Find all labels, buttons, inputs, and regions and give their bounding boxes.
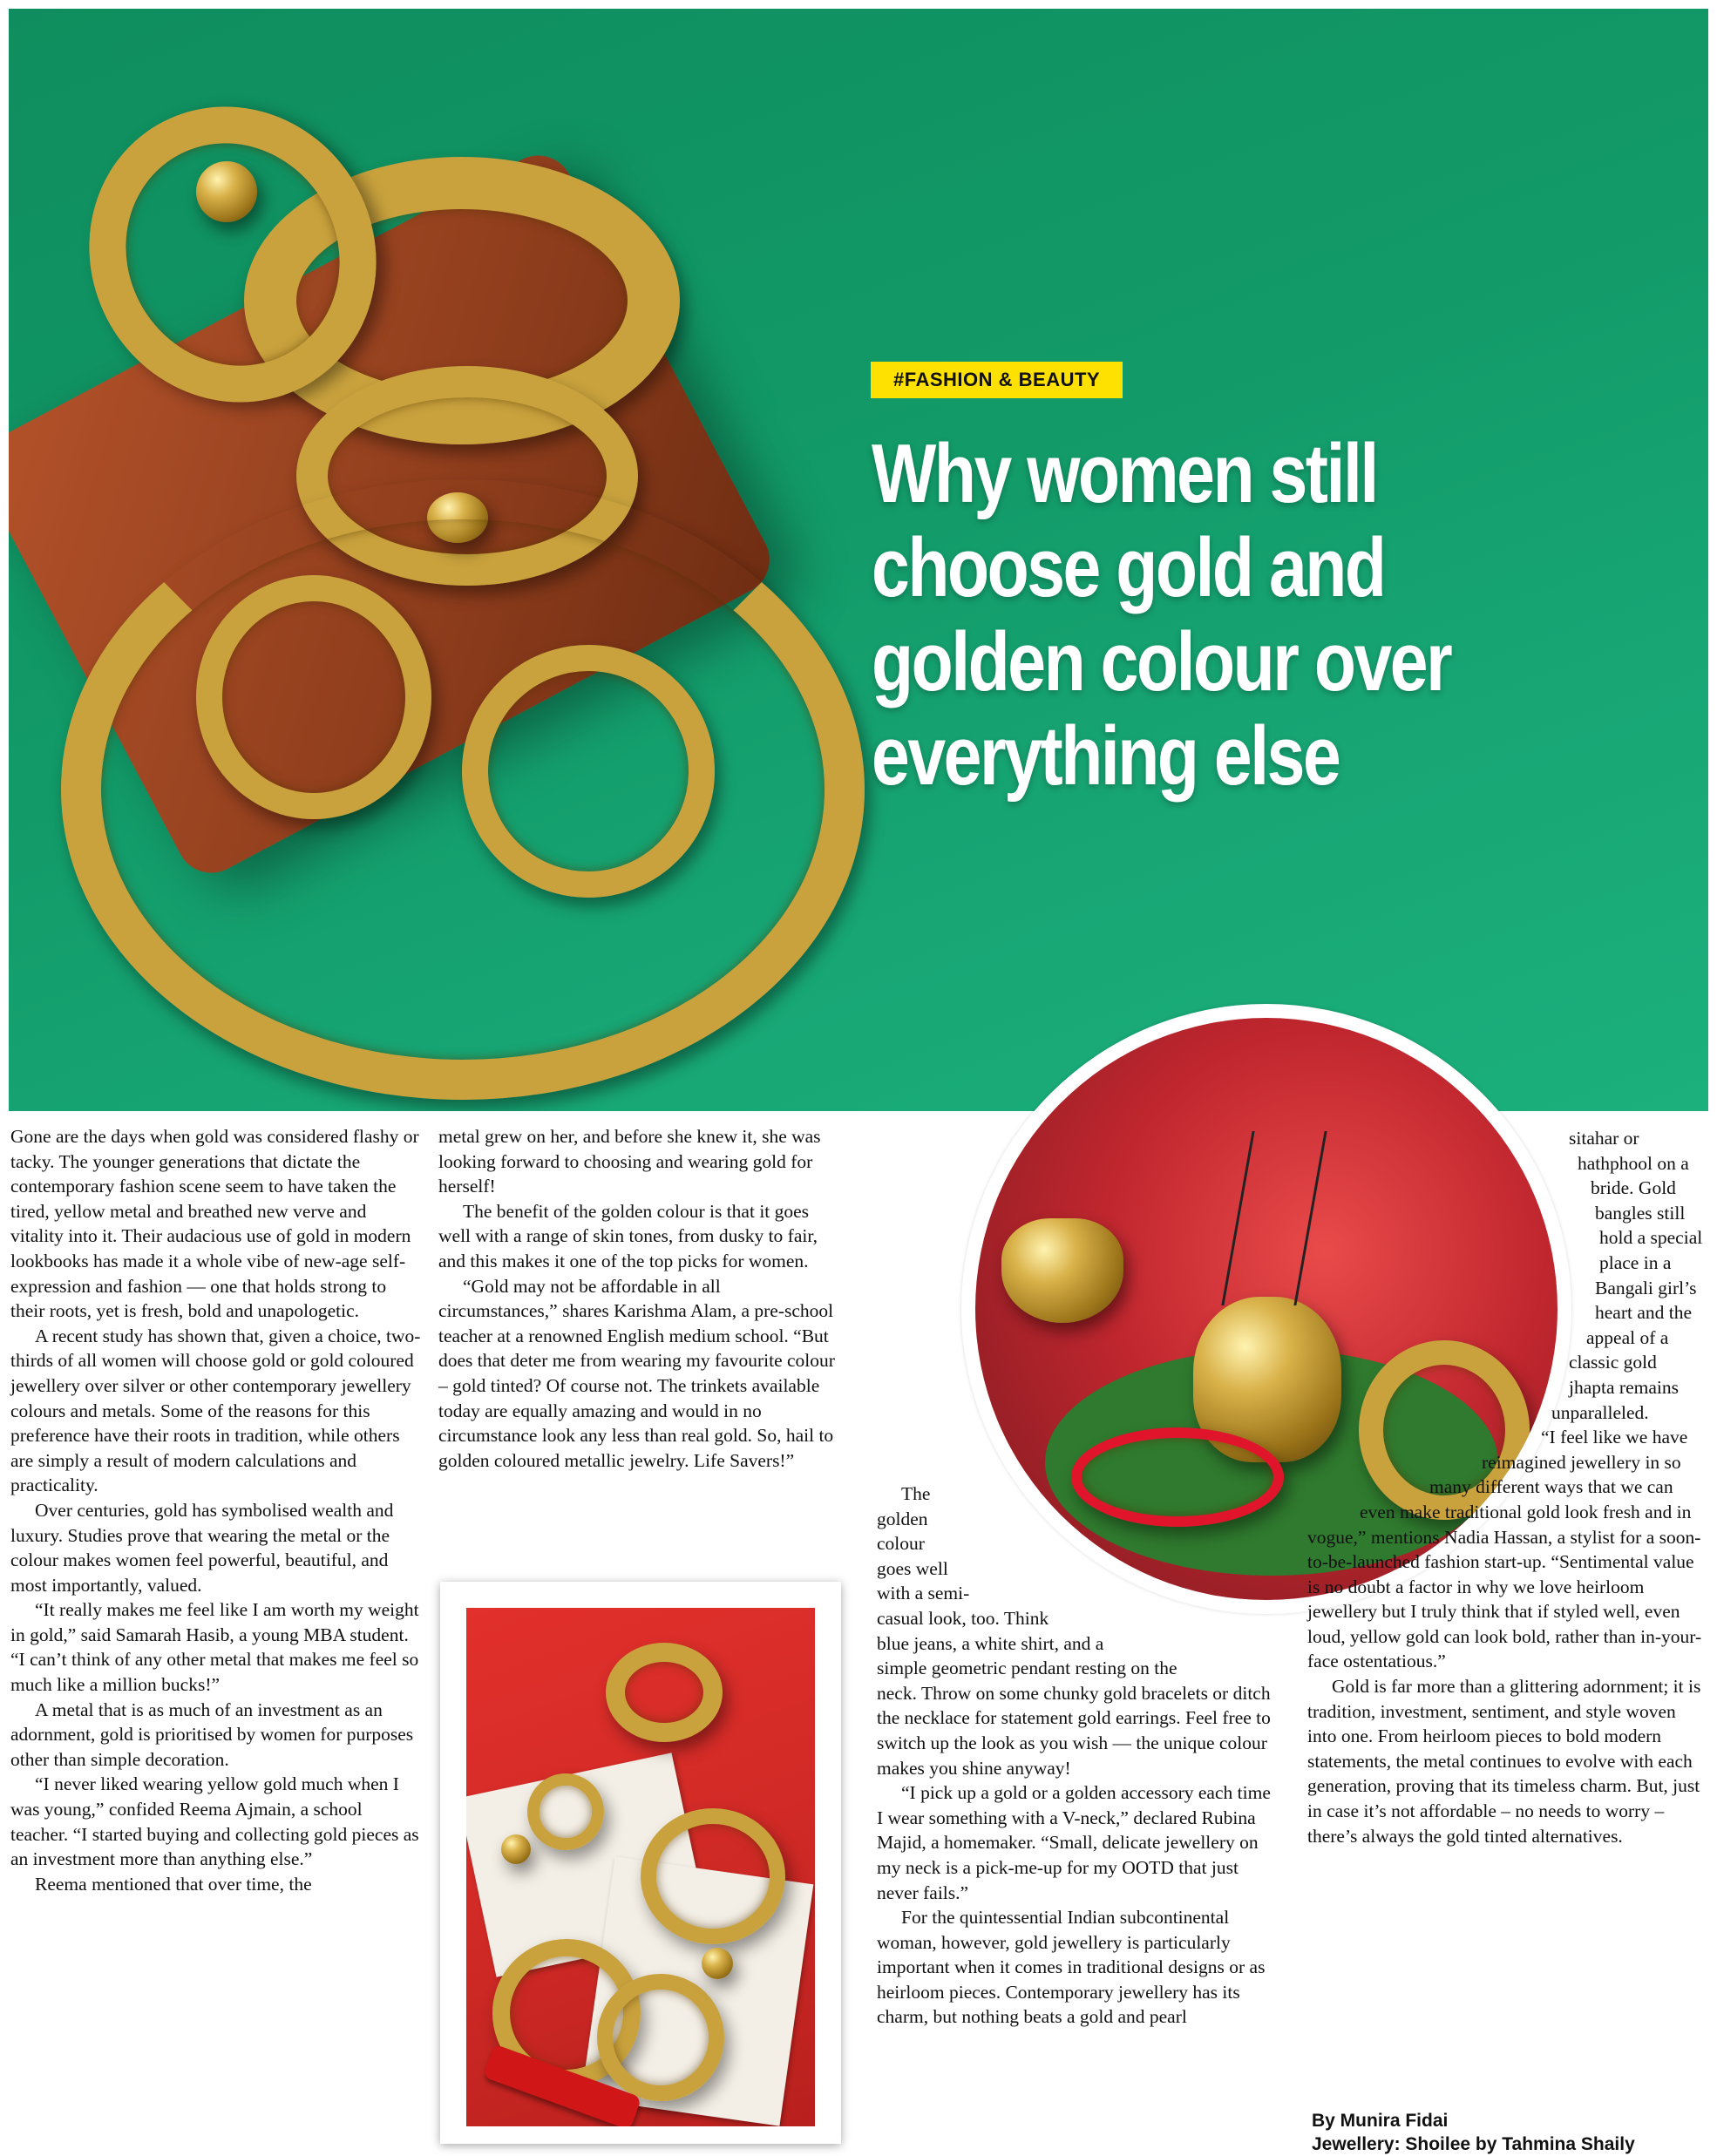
- circle-wrap-spacer: [1307, 1176, 1591, 1202]
- circle-wrap-spacer: [1307, 1379, 1551, 1404]
- article-column-3: [877, 1481, 1273, 2030]
- circle-wrap-spacer: [1195, 1637, 1273, 1661]
- jewellery-piece: [702, 1948, 733, 1979]
- circle-wrap-spacer: [1307, 1252, 1595, 1278]
- circle-wrap-spacer: [1307, 1429, 1482, 1454]
- paragraph: The golden colour goes well with a semi-casual look, too. Think blue jeans, a white shirt, and a simple geometric pendant resting on the neck. Throw on some chunky gold bracelets or ditch the necklace for statement gold earrings. Feel free to switch up the look as you wish — the unique colour makes you shine anyway!: [877, 1483, 1271, 1779]
- hasli-necklace: [61, 479, 865, 1100]
- circle-wrap-spacer: [1307, 1480, 1360, 1505]
- jewellery-piece: [641, 1808, 785, 1944]
- paragraph: Gold is far more than a glittering adornment; it is tradition, investment, sentiment, and style woven into one. From heirloom pieces to bold modern statements, the metal continues to evolve with each generation, proving that its timeless charm. But, just in case it’s not affordable – no needs to worry – there’s always the gold tinted alternatives.: [1307, 1676, 1701, 1847]
- paragraph: For the quintessential Indian subcontinental woman, however, gold jewellery is particularly important when it comes in traditional designs or as heirloom pieces. Contemporary jewellery has its charm, but nothing beats a gold and pearl: [877, 1907, 1266, 2028]
- paragraph: Over centuries, gold has symbolised wealth and luxury. Studies prove that wearing the metal or the colour makes women feel powerful, beautiful, and most importantly, valued.: [10, 1499, 394, 1596]
- headline: Why women still choose gold and golden colour over everything else: [872, 427, 1451, 803]
- circle-wrap-spacer: [1307, 1126, 1569, 1151]
- bangle-top-stone: [196, 161, 257, 222]
- article-column-2: [438, 1124, 839, 1473]
- circle-wrap-spacer: [1307, 1404, 1517, 1429]
- article-column-4: [1307, 1126, 1704, 1848]
- paragraph: Reema mentioned that over time, the: [35, 1873, 312, 1895]
- inset-photo-red: [440, 1582, 841, 2144]
- paragraph: metal grew on her, and before she knew it, she was looking forward to choosing and wearing gold for herself!: [438, 1126, 821, 1197]
- author: By Munira Fidai: [1312, 2111, 1449, 2131]
- jewellery-piece: [527, 1773, 604, 1850]
- circle-wrap-spacer: [942, 1481, 1273, 1511]
- brass-bowl: [1001, 1218, 1123, 1323]
- jewellery-piece: [501, 1834, 531, 1864]
- circle-wrap-spacer: [1307, 1303, 1586, 1328]
- paragraph: The benefit of the golden colour is that it goes well with a range of skin tones, from dusky to fair, and this makes it one of the top picks for women.: [438, 1200, 818, 1271]
- paragraph: A recent study has shown that, given a choice, two-thirds of all women will choose gold or gold coloured jewellery over silver or other contemporary jewellery colours and metals. Some of the reasons for this preference have their roots in tradition, while others are simply a result of modern calculations and practicality.: [10, 1325, 421, 1496]
- circle-wrap-spacer: [1307, 1353, 1569, 1379]
- paragraph: A metal that is as much of an investment as an adornment, gold is prioritised by women for purposes other than simple decoration.: [10, 1698, 414, 1770]
- jewellery-credit: Jewellery: Shoilee by Tahmina Shaily: [1312, 2134, 1635, 2154]
- section-tag: #FASHION & BEAUTY: [871, 362, 1123, 398]
- hero-image: [9, 9, 1708, 1111]
- circle-wrap-spacer: [1307, 1227, 1599, 1252]
- circle-wrap-spacer: [994, 1563, 1273, 1588]
- jewellery-piece: [606, 1643, 723, 1742]
- circle-wrap-spacer: [1073, 1588, 1273, 1612]
- circle-wrap-spacer: [1307, 1202, 1595, 1227]
- jewellery-piece: [597, 1974, 724, 2101]
- article-column-1: [10, 1124, 422, 1896]
- circle-wrap-spacer: [1307, 1454, 1429, 1480]
- paragraph: “Gold may not be affordable in all circumstances,” shares Karishma Alam, a pre-school teacher at a renowned English medium school. “But does that deter me from wearing my favourite colour – gold tinted? Of course not. The trinkets available today are equally amazing and would in no circumstance look any less than real gold. So, hail to golden coloured metallic jewelry. Life Savers!”: [438, 1275, 835, 1471]
- paragraph: “I pick up a gold or a golden accessory each time I wear something with a V-neck,” declared Rubina Majid, a homemaker. “Small, delicate jewellery on my neck is a pick-me-up for my OOTD that just never fails.”: [877, 1782, 1271, 1903]
- byline: [1312, 2109, 1635, 2156]
- circle-wrap-spacer: [951, 1511, 1273, 1537]
- paragraph: Gone are the days when gold was considered flashy or tacky. The younger generations that dictate the contemporary fashion scene seem to have taken the tired, yellow metal and breathed new verve and vitality into it. Their audacious use of gold in modern lookbooks has made it a whole vibe of new-age self-expression and fashion — one that holds strong to their roots, yet is fresh, bold and unapologetic.: [10, 1126, 419, 1322]
- paragraph: “I feel like we have reimagined jewellery in so many different ways that we can even make traditional gold look fresh and in vogue,” mentions Nadia Hassan, a stylist for a soon-to-be-launched fashion start-up. “Sentimental value is no doubt a factor in why we love heirloom jewellery but I truly think that if styled well, even loud, yellow gold can look bold, rather than in-your-face ostentatious.”: [1307, 1427, 1702, 1672]
- circle-wrap-spacer: [960, 1537, 1273, 1563]
- circle-wrap-spacer: [1307, 1278, 1595, 1303]
- circle-wrap-spacer: [1307, 1328, 1569, 1353]
- circle-wrap-spacer: [1307, 1151, 1578, 1176]
- paragraph: “I never liked wearing yellow gold much when I was young,” confided Reema Ajmain, a school teacher. “I started buying and collecting gold pieces as an investment more than anything else.”: [10, 1773, 419, 1870]
- paragraph: “It really makes me feel like I am worth my weight in gold,” said Samarah Hasib, a young MBA student. “I can’t think of any other metal that makes me feel so much like a million bucks!”: [10, 1599, 419, 1696]
- circle-wrap-spacer: [1116, 1612, 1273, 1637]
- paragraph: sitahar or hathphool on a bride. Gold bangles still hold a special place in a Bangali girl’s heart and the appeal of a classic gold jhapta remains unparalleled.: [1551, 1128, 1703, 1423]
